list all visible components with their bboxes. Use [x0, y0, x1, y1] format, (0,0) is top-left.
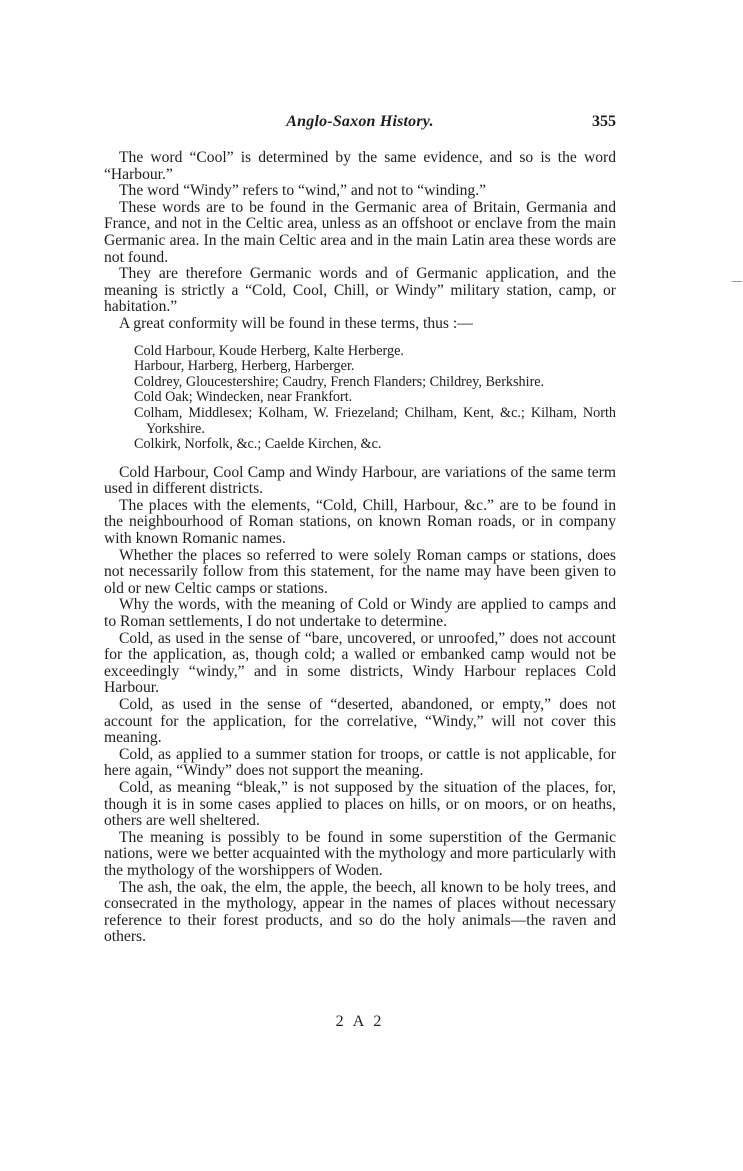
- paragraph: A great conformity will be found in these terms, thus :—: [119, 314, 473, 332]
- body-text: [104, 150, 616, 946]
- paragraph: Cold, as applied to a summer station for troops, or cattle is not applicable, for here again, “Windy” does not support the meaning.: [104, 745, 616, 780]
- list-item: Cold Oak; Windecken, near Frankfort.: [134, 389, 353, 406]
- paragraph: Cold Harbour, Cool Camp and Windy Harbour, are variations of the same term used in different districts.: [104, 463, 616, 498]
- paragraph: The places with the elements, “Cold, Chill, Harbour, &c.” are to be found in the neighbourhood of Roman stations, on known Roman roads, or in company with known Romanic names.: [104, 496, 616, 548]
- list-item: Cold Harbour, Koude Herberg, Kalte Herberge.: [134, 342, 404, 359]
- paragraph: These words are to be found in the Germanic area of Britain, Germania and France, and not in the Celtic area, unless as an offshoot or enclave from the main Germanic area. In the main Celtic area and in the main Latin area these words are not found.: [104, 198, 616, 266]
- signature-mark: 2 A 2: [335, 1013, 385, 1030]
- paragraph: The ash, the oak, the elm, the apple, the beech, all known to be holy trees, and consecrated in the mythology, appear in the names of places without necessary reference to their forest products, and so do the holy animals—the raven and others.: [104, 878, 616, 946]
- page-number: 355: [592, 113, 616, 130]
- list-item: Harbour, Harberg, Herberg, Harberger.: [134, 358, 355, 375]
- paragraph: Cold, as used in the sense of “bare, uncovered, or unroofed,” does not account for the application, as, though cold; a walled or embanked camp would not be exceedingly “windy,” and in some districts, Windy Harbour replaces Cold Harbour.: [104, 629, 616, 697]
- running-title: Anglo-Saxon History.: [286, 113, 434, 130]
- list-item: Colham, Middlesex; Kolham, W. Friezeland; Chilham, Kent, &c.; Kilham, North Yorkshire.: [134, 404, 616, 437]
- paragraph: The word “Windy” refers to “wind,” and not to “winding.”: [119, 182, 487, 200]
- page-header: [104, 113, 616, 135]
- place-name-list: [104, 344, 616, 453]
- list-item: Coldrey, Gloucestershire; Caudry, French Flanders; Childrey, Berkshire.: [134, 373, 545, 390]
- paragraph: Cold, as meaning “bleak,” is not supposed by the situation of the places, for, though it is in some cases applied to places on hills, or on moors, or on heaths, others are well sheltered.: [104, 778, 616, 830]
- paragraph: The meaning is possibly to be found in some superstition of the Germanic nations, were we better acquainted with the mythology and more particularly with the mythology of the worshippers of Woden.: [104, 828, 616, 879]
- list-item: Colkirk, Norfolk, &c.; Caelde Kirchen, &c.: [134, 436, 382, 453]
- paragraph: Why the words, with the meaning of Cold or Windy are applied to camps and to Roman settlements, I do not undertake to determine.: [104, 596, 616, 631]
- paragraph: The word “Cool” is determined by the same evidence, and so is the word “Harbour.”: [104, 149, 616, 183]
- paragraph: Cold, as used in the sense of “deserted, abandoned, or empty,” does not account for the application, for the correlative, “Windy,” will not cover this meaning.: [104, 696, 616, 747]
- paragraph: Whether the places so referred to were solely Roman camps or stations, does not necessarily follow from this statement, for the name may have been given to old or new Celtic camps or stations.: [104, 546, 616, 597]
- paragraph: They are therefore Germanic words and of Germanic application, and the meaning is strictly a “Cold, Cool, Chill, or Windy” military station, camp, or habitation.”: [104, 265, 616, 316]
- margin-mark: [732, 281, 742, 282]
